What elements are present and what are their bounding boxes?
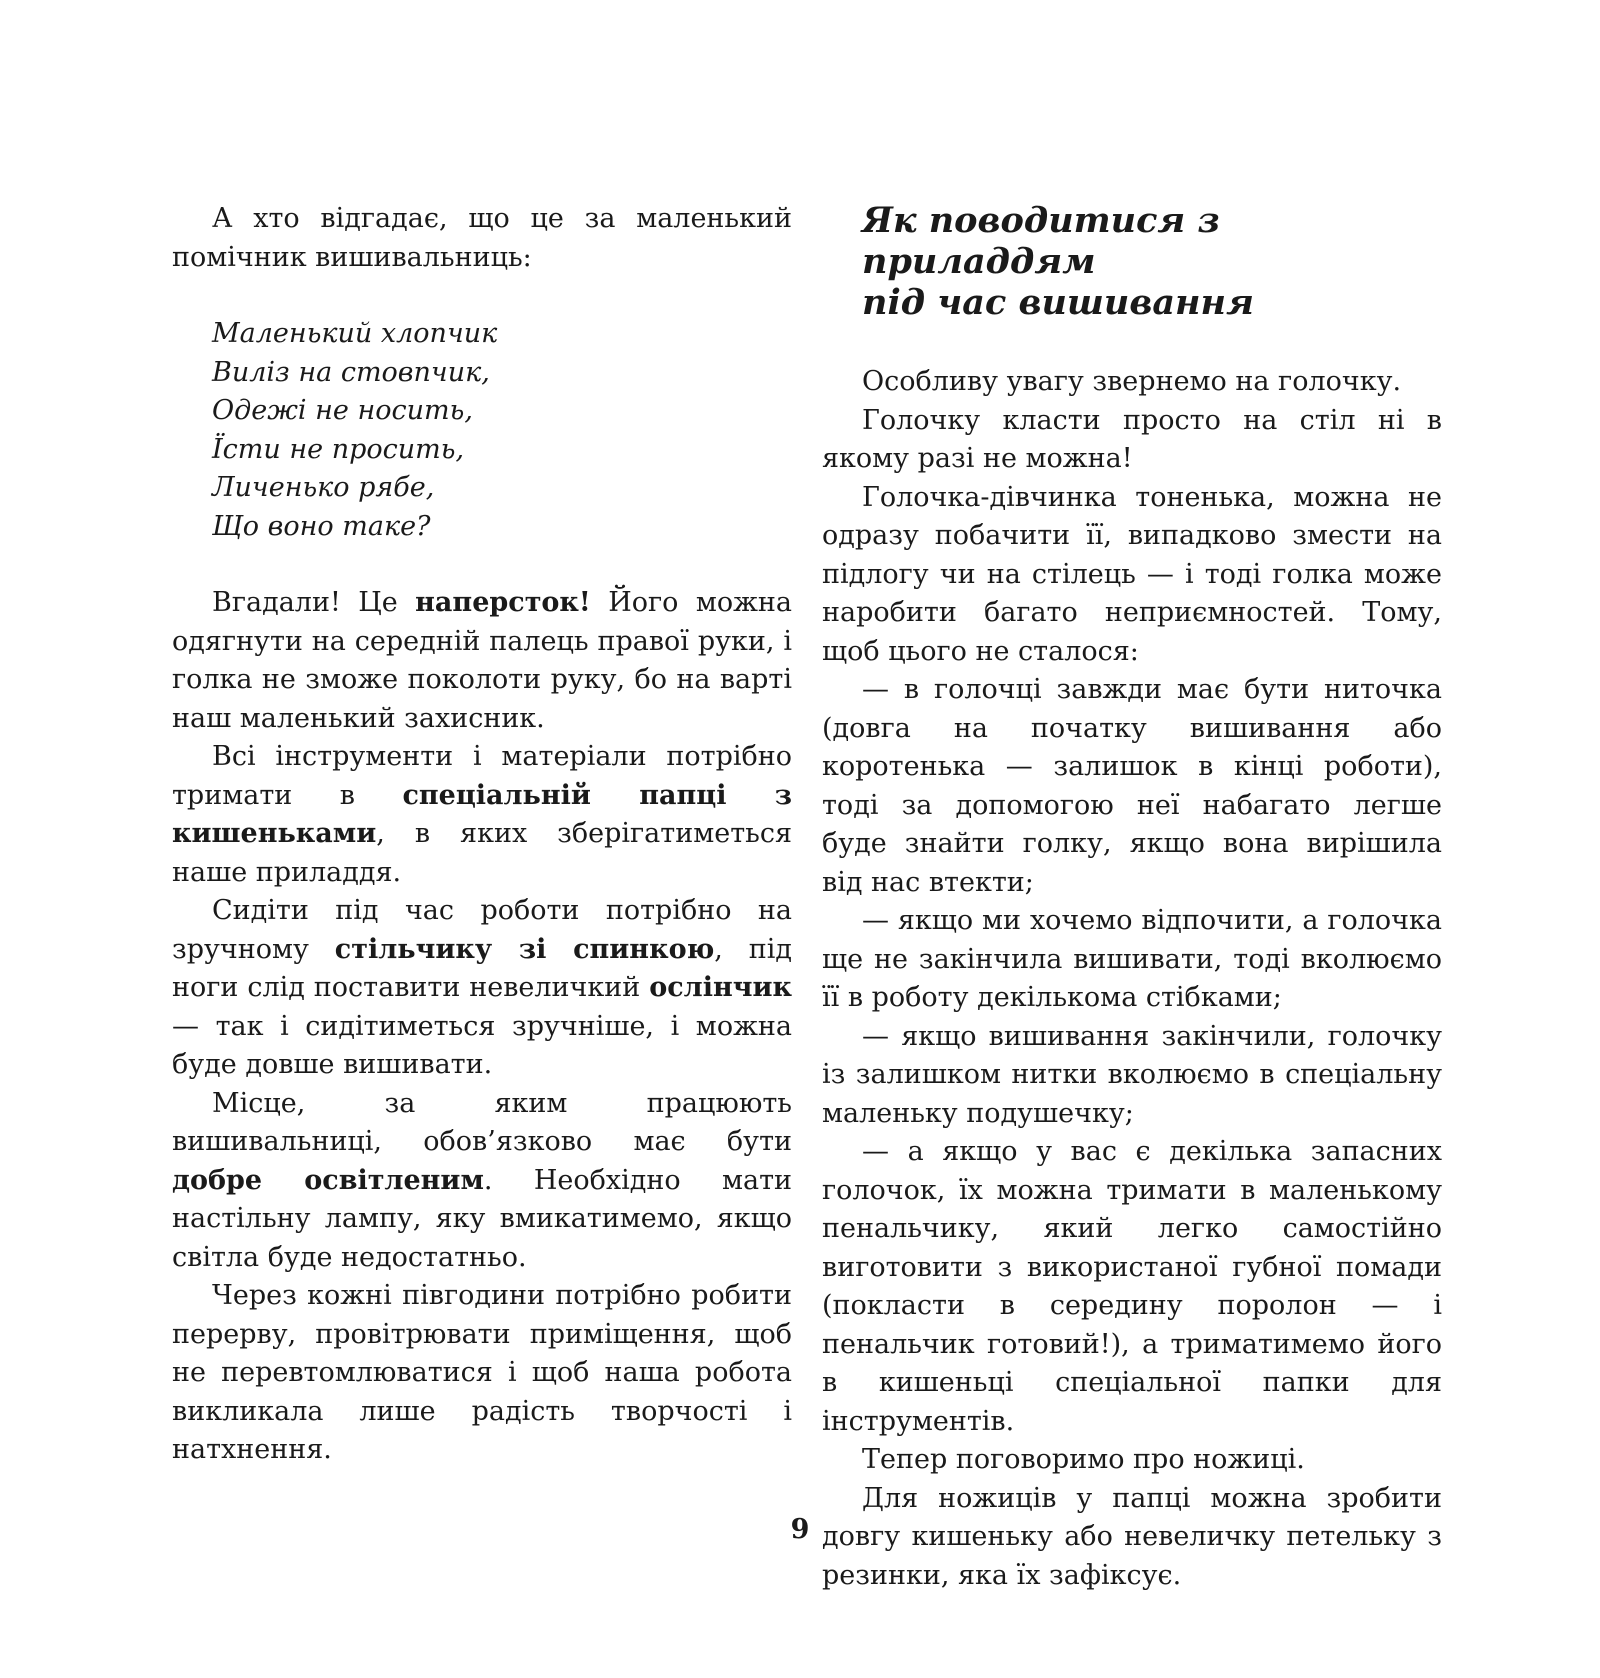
body-paragraph: Голочка-дівчинка тоненька, можна не одразу побачити її, випадково змести на підлогу чи на стілець — і тоді голка може наробити багато неприємностей. Тому, щоб цього не сталося: bbox=[822, 481, 1442, 667]
body-paragraph: Голочку класти просто на стіл ні в якому разі не можна! bbox=[822, 404, 1442, 474]
left-column bbox=[172, 200, 792, 1470]
thimble-term: наперсток! bbox=[415, 587, 591, 618]
body-paragraph: Особливу увагу звернемо на голочку. bbox=[862, 366, 1402, 397]
body-paragraph: Тепер поговоримо про ножиці. bbox=[862, 1444, 1305, 1475]
body-paragraph: Для ножиців у папці можна зробити довгу кишеньку або невеличку петельку з резинки, яка їх зафіксує. bbox=[822, 1482, 1442, 1591]
intro-paragraph: А хто відгадає, що це за маленький помічник вишивальниць: bbox=[172, 203, 792, 273]
riddle-line: Що воно таке? bbox=[212, 510, 431, 542]
list-item: — якщо вишивання закінчили, голочку із залишком нитки вколюємо в спеціальну маленьку подушечку; bbox=[822, 1020, 1442, 1129]
footstool-term: ослінчик bbox=[649, 972, 792, 1003]
list-item: — в голочці завжди має бути ниточка (довга на початку вишивання або коротенька — залишок в кінці роботи), тоді за допомогою неї набагато легше буде знайти голку, якщо вона вирішила від нас втекти; bbox=[822, 674, 1442, 898]
heading-line: під час вишивання bbox=[862, 282, 1254, 323]
folder-paragraph: Всі інструменти і матеріали потрібно тримати в спеціальній папці з кишеньками, в яких зберігатиметься наше приладдя. bbox=[172, 741, 792, 888]
riddle-verse bbox=[172, 315, 792, 546]
right-column bbox=[822, 200, 1442, 1595]
riddle-line: Маленький хлопчик bbox=[212, 318, 498, 349]
chair-term: стільчику зі спинкою bbox=[334, 933, 715, 965]
folder-term: спеціальній папці з кишеньками bbox=[172, 779, 792, 849]
heading-line: Як поводитися з приладдям bbox=[862, 200, 1220, 282]
chair-paragraph: Сидіти під час роботи потрібно на зручному стільчику зі спинкою, під ноги слід поставити невеличкий ослінчик — так і сидітиметься зручніше, і можна буде довше вишивати. bbox=[172, 895, 793, 1080]
answer-paragraph: Вгадали! Це наперсток! Його можна одягнути на середній палець правої руки, і голка не зможе поколоти руку, бо на варті наш маленький захисник. bbox=[172, 587, 793, 734]
riddle-line: Одежі не носить, bbox=[212, 395, 473, 426]
riddle-line: Личенько рябе, bbox=[212, 472, 435, 503]
riddle-line: Їсти не просить, bbox=[212, 433, 465, 465]
list-item: — а якщо у вас є декілька запасних голочок, їх можна тримати в маленькому пенальчику, який легко самостійно виготовити з використаної губної помади (покласти в середину поролон — і пенальчик готовий!), а триматимемо його в кишеньці спеціальної папки для інструментів. bbox=[822, 1136, 1442, 1437]
light-paragraph: Місце, за яким працюють вишивальниці, обов’язково має бути добре освітленим. Необхідно мати настільну лампу, яку вмикатимемо, якщо світла буде недостатньо. bbox=[172, 1087, 792, 1273]
list-item: — якщо ми хочемо відпочити, а голочка ще не закінчила вишивати, тоді вколюємо її в роботу декількома стібками; bbox=[822, 905, 1442, 1013]
section-heading bbox=[862, 200, 1442, 323]
riddle-line: Виліз на стовпчик, bbox=[212, 356, 490, 388]
break-paragraph: Через кожні півгодини потрібно робити перерву, провітрювати приміщення, щоб не перевтомлюватися і щоб наша робота викликала лише радість творчості і натхнення. bbox=[172, 1280, 792, 1465]
light-term: добре освітленим bbox=[172, 1164, 484, 1196]
page-number: 9 bbox=[790, 1514, 810, 1545]
